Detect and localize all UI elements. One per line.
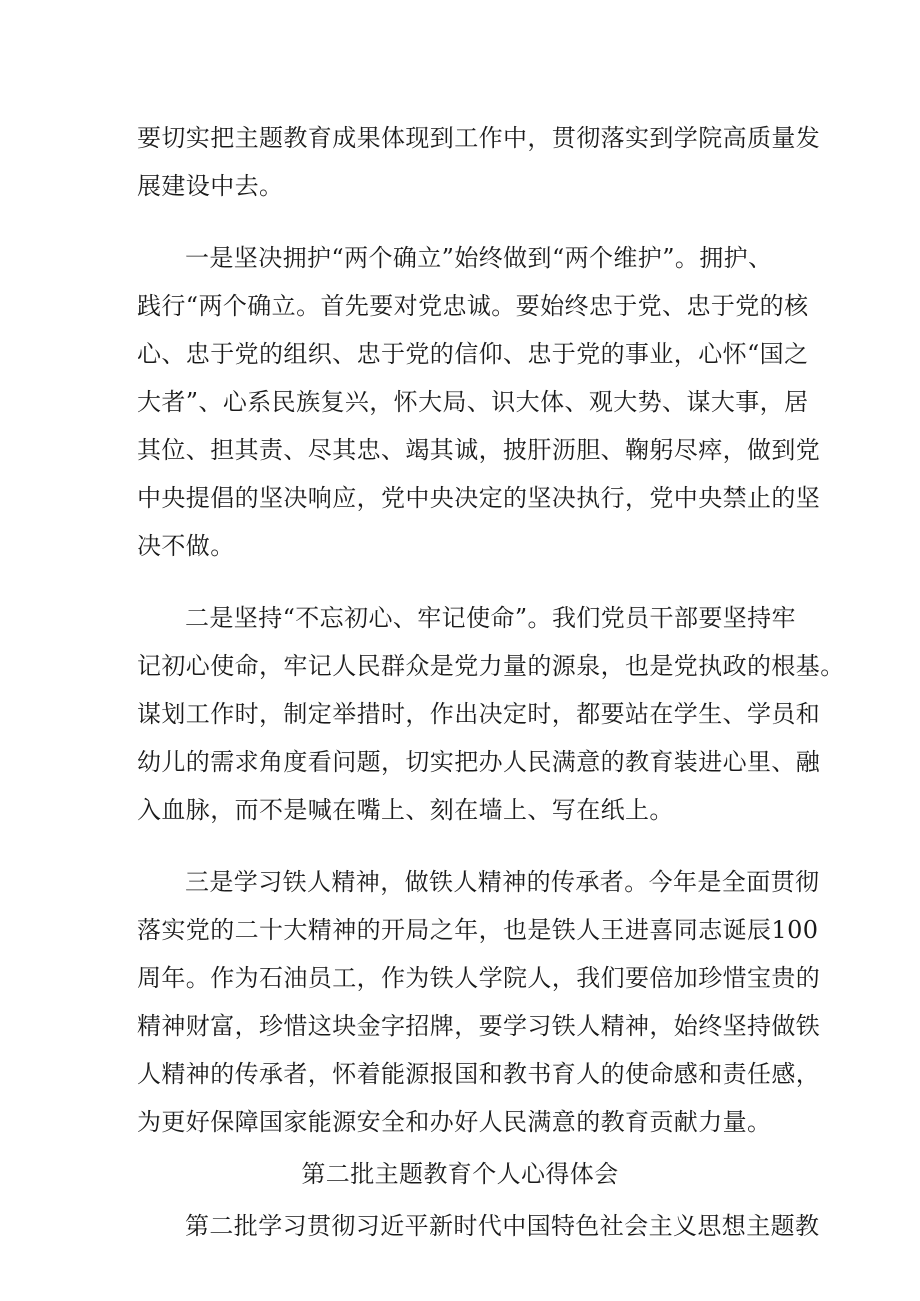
paragraph-line: 谋划工作时，制定举措时，作出决定时，都要站在学生、学员和 bbox=[137, 700, 821, 728]
paragraph-line: 幼儿的需求角度看问题，切实把办人民满意的教育装进心里、融 bbox=[137, 748, 821, 776]
paragraph-line: 展建设中去。 bbox=[137, 172, 284, 200]
paragraph-line: 要切实把主题教育成果体现到工作中，贯彻落实到学院高质量发 bbox=[137, 124, 821, 152]
paragraph-line: 人精神的传承者，怀着能源报国和教书育人的使命感和责任感， bbox=[137, 1060, 821, 1088]
section-title: 第二批主题教育个人心得体会 bbox=[301, 1160, 619, 1188]
paragraph-line: 入血脉，而不是喊在嘴上、刻在墙上、写在纸上。 bbox=[137, 796, 674, 824]
paragraph-line: 记初心使命，牢记人民群众是党力量的源泉，也是党执政的根基。 bbox=[137, 652, 845, 680]
paragraph-line: 为更好保障国家能源安全和办好人民满意的教育贡献力量。 bbox=[137, 1108, 772, 1136]
paragraph-line: 三是学习铁人精神，做铁人精神的传承者。今年是全面贯彻 bbox=[185, 868, 820, 896]
paragraph-line: 践行“两个确立。首先要对党忠诚。要始终忠于党、忠于党的核 bbox=[137, 292, 809, 320]
paragraph-line: 一是坚决拥护“两个确立”始终做到“两个维护”。拥护、 bbox=[185, 244, 773, 272]
paragraph-line: 心、忠于党的组织、忠于党的信仰、忠于党的事业，心怀“国之 bbox=[137, 340, 809, 368]
paragraph-line: 决不做。 bbox=[137, 532, 235, 560]
paragraph-line: 第二批学习贯彻习近平新时代中国特色社会主义思想主题教 bbox=[185, 1212, 820, 1240]
paragraph-line: 精神财富，珍惜这块金字招牌，要学习铁人精神，始终坚持做铁 bbox=[137, 1012, 821, 1040]
paragraph-line: 中央提倡的坚决响应，党中央决定的坚决执行，党中央禁止的坚 bbox=[137, 484, 821, 512]
paragraph-line: 大者”、心系民族复兴，怀大局、识大体、观大势、谋大事，居 bbox=[137, 388, 809, 416]
paragraph-line: 周年。作为石油员工，作为铁人学院人，我们要倍加珍惜宝贵的 bbox=[137, 964, 821, 992]
paragraph-line: 其位、担其责、尽其忠、竭其诚，披肝沥胆、鞠躬尽瘁，做到党 bbox=[137, 436, 821, 464]
paragraph-line: 二是坚持“不忘初心、牢记使命”。我们党员干部要坚持牢 bbox=[185, 604, 796, 632]
paragraph-line: 落实党的二十大精神的开局之年，也是铁人王进喜同志诞辰100 bbox=[137, 916, 819, 944]
